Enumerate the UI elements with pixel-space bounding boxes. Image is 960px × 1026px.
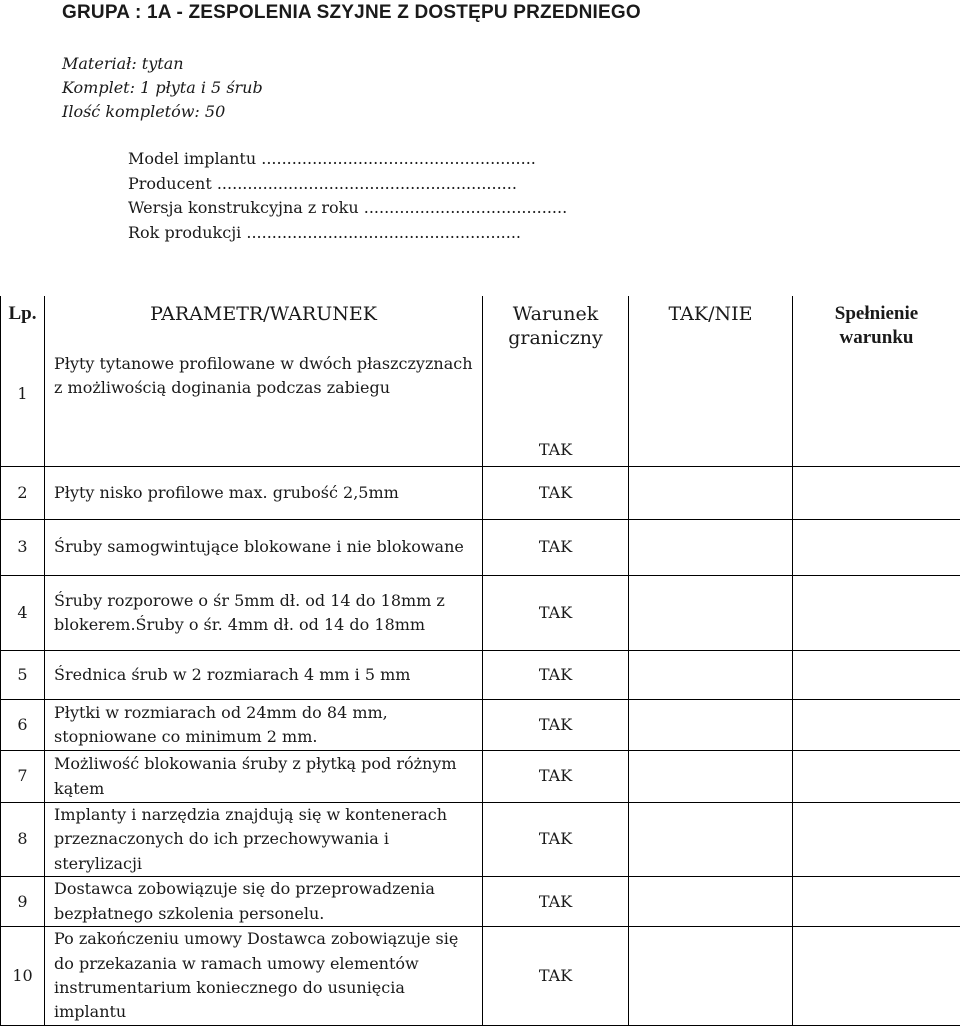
header-warunek <box>483 296 629 352</box>
header-spelnienie <box>793 296 960 352</box>
row-lp: 2 <box>1 467 45 520</box>
row-taknie-cell[interactable] <box>629 877 793 927</box>
row-lp: 9 <box>1 877 45 927</box>
field-wersja[interactable]: Wersja konstrukcyjna z roku ........................................ <box>128 196 567 221</box>
parameter-table <box>0 296 960 1026</box>
meta-block <box>62 52 263 124</box>
row-lp: 7 <box>1 751 45 803</box>
row-param: Średnica śrub w 2 rozmiarach 4 mm i 5 mm <box>45 651 483 700</box>
row-lp: 4 <box>1 576 45 651</box>
header-spelnienie-line2: warunku <box>793 326 960 350</box>
row-spelnienie-cell[interactable] <box>793 700 960 751</box>
table-row <box>1 700 960 751</box>
row-lp: 5 <box>1 651 45 700</box>
row-param: Implanty i narzędzia znajdują się w kontenerach przeznaczonych do ich przechowywania i sterylizacji <box>45 803 483 877</box>
row-spelnienie-cell[interactable] <box>793 803 960 877</box>
row-lp: 3 <box>1 520 45 576</box>
row-taknie-cell[interactable] <box>629 803 793 877</box>
row-warunek: TAK <box>483 803 629 877</box>
row-warunek: TAK <box>483 927 629 1026</box>
table-row <box>1 520 960 576</box>
row-taknie-cell[interactable] <box>629 700 793 751</box>
header-lp: Lp. <box>1 296 45 352</box>
row-spelnienie-cell[interactable] <box>793 520 960 576</box>
table-row <box>1 576 960 651</box>
row-warunek: TAK <box>483 877 629 927</box>
row-warunek: TAK <box>483 651 629 700</box>
table-row <box>1 927 960 1026</box>
row-taknie-cell[interactable] <box>629 467 793 520</box>
row-taknie-cell[interactable] <box>629 751 793 803</box>
row-taknie-cell[interactable] <box>629 352 793 467</box>
material-line: Materiał: tytan <box>62 52 263 76</box>
document-title: GRUPA : 1A - ZESPOLENIA SZYJNE Z DOSTĘPU PRZEDNIEGO <box>62 2 641 24</box>
row-spelnienie-cell[interactable] <box>793 576 960 651</box>
table-header-row <box>1 296 960 352</box>
header-warunek-line2: graniczny <box>483 326 628 350</box>
table-row <box>1 803 960 877</box>
row-param: Możliwość blokowania śruby z płytką pod różnym kątem <box>45 751 483 803</box>
header-taknie: TAK/NIE <box>629 296 793 352</box>
row-lp: 6 <box>1 700 45 751</box>
row-param: Śruby rozporowe o śr 5mm dł. od 14 do 18mm z blokerem.Śruby o śr. 4mm dł. od 14 do 18mm <box>45 576 483 651</box>
table-row <box>1 751 960 803</box>
row-warunek: TAK <box>483 700 629 751</box>
table-row <box>1 877 960 927</box>
row-lp: 10 <box>1 927 45 1026</box>
row-taknie-cell[interactable] <box>629 651 793 700</box>
row-spelnienie-cell[interactable] <box>793 467 960 520</box>
row-lp: 1 <box>1 352 45 467</box>
header-spelnienie-line1: Spełnienie <box>793 302 960 326</box>
row-param: Śruby samogwintujące blokowane i nie blokowane <box>45 520 483 576</box>
row-warunek: TAK <box>483 352 629 467</box>
field-model[interactable]: Model implantu ...................................................... <box>128 147 567 172</box>
row-warunek: TAK <box>483 467 629 520</box>
header-param: PARAMETR/WARUNEK <box>45 296 483 352</box>
row-param: Płyty nisko profilowe max. grubość 2,5mm <box>45 467 483 520</box>
row-param: Płytki w rozmiarach od 24mm do 84 mm, stopniowane co minimum 2 mm. <box>45 700 483 751</box>
ilosc-line: Ilość kompletów: 50 <box>62 100 263 124</box>
table-row <box>1 651 960 700</box>
row-warunek: TAK <box>483 520 629 576</box>
row-spelnienie-cell[interactable] <box>793 877 960 927</box>
row-lp: 8 <box>1 803 45 877</box>
row-taknie-cell[interactable] <box>629 576 793 651</box>
field-producent[interactable]: Producent ........................................................... <box>128 172 567 197</box>
row-warunek: TAK <box>483 751 629 803</box>
row-spelnienie-cell[interactable] <box>793 352 960 467</box>
table-row <box>1 352 960 467</box>
field-rok[interactable]: Rok produkcji ...................................................... <box>128 221 567 246</box>
row-param: Po zakończeniu umowy Dostawca zobowiązuje się do przekazania w ramach umowy elementów instrumentarium koniecznego do usunięcia implantu <box>45 927 483 1026</box>
row-param: Dostawca zobowiązuje się do przeprowadzenia bezpłatnego szkolenia personelu. <box>45 877 483 927</box>
row-spelnienie-cell[interactable] <box>793 927 960 1026</box>
header-warunek-line1: Warunek <box>483 302 628 326</box>
table-row <box>1 467 960 520</box>
row-spelnienie-cell[interactable] <box>793 651 960 700</box>
row-warunek: TAK <box>483 576 629 651</box>
komplet-line: Komplet: 1 płyta i 5 śrub <box>62 76 263 100</box>
row-spelnienie-cell[interactable] <box>793 751 960 803</box>
row-param: Płyty tytanowe profilowane w dwóch płaszczyznach z możliwością doginania podczas zabiegu <box>45 352 483 467</box>
row-taknie-cell[interactable] <box>629 520 793 576</box>
implant-fields <box>128 147 567 245</box>
row-taknie-cell[interactable] <box>629 927 793 1026</box>
